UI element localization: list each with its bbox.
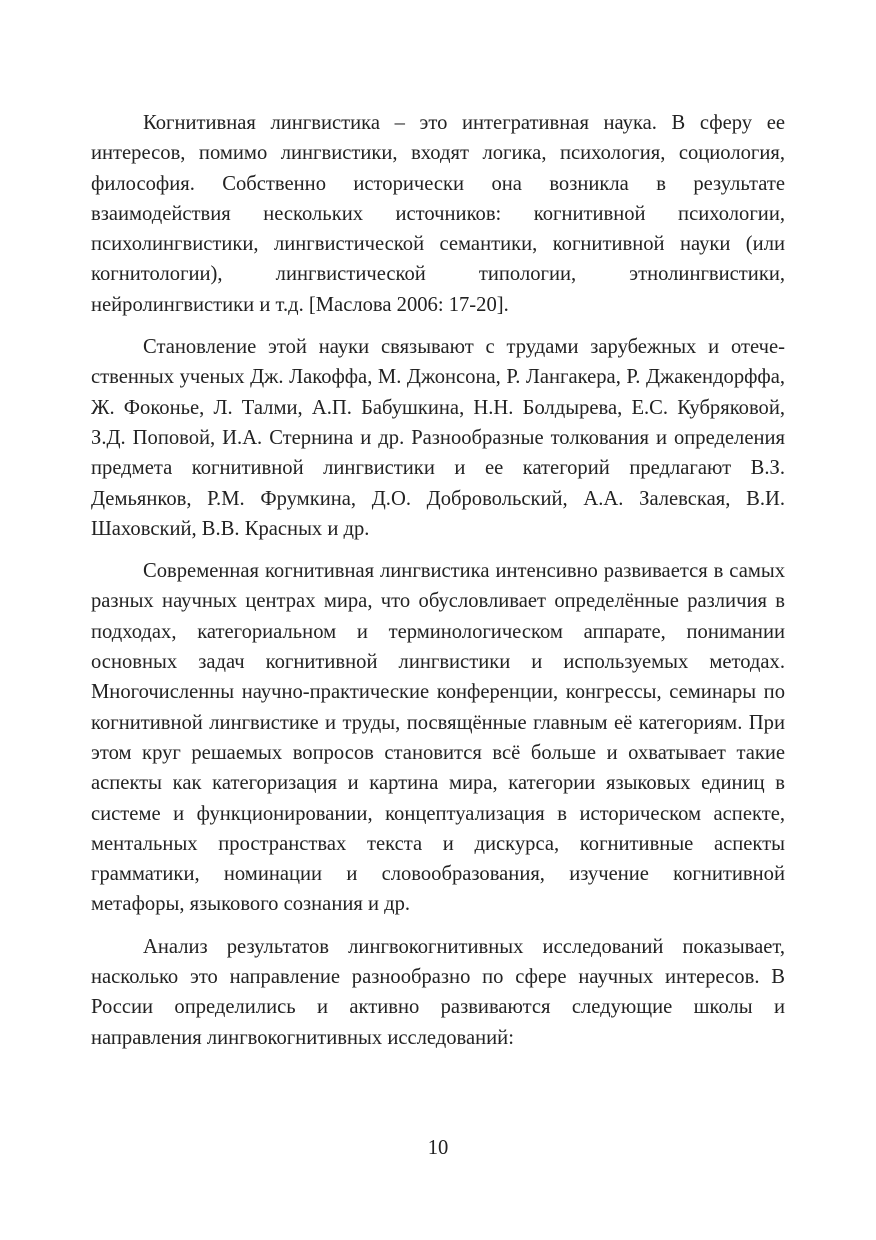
paragraph-founders: Становление этой науки связывают с трудами зарубежных и отечественных ученых Дж. Лакоффа, М. Джонсона, Р. Лангакера, Р. Джакендорффа, Ж. Фоконье, Л. Талми, А.П. Бабушкина, Н.Н. Болдырева, Е.С. Кубряковой, З.Д. Поповой, И.А. Стернина и др. Разнообразные толкования и определения предмета когнитивной лингвистики и ее категорий предлагают В.З. Демьянков, Р.М. Фрумкина, Д.О. Добровольский, А.А. Залевская, В.И. Шаховский, В.В. Красных и др. bbox=[91, 336, 785, 540]
body-text bbox=[91, 108, 785, 1053]
paragraph-russian-schools: Анализ результатов лингвокогнитивных исследований показывает, насколько это направление разнообразно по сфере научных интересов. В России определились и активно развиваются следующие школы и направления лингвокогнитивных исследований: bbox=[91, 935, 785, 1049]
paragraph-intro-cognitive-linguistics: Когнитивная лингвистика – это интегративная наука. В сферу ее интересов, помимо лингвистики, входят логика, психология, социология, философия. Собственно исторически она возникла в результате взаимодействия нескольких источников: когнитивной психологии, психолингвистики, лингвистической семантики, когнитивной науки (или когнитологии), лингвистической типологии, этнолингвистики, нейролингвистики и т.д. [Маслова 2006: 17-20]. bbox=[91, 112, 785, 316]
page-number: 10 bbox=[427, 1137, 449, 1159]
paragraph-modern-development: Современная когнитивная лингвистика интенсивно развивается в самых разных научных центрах мира, что обусловливает определённые различия в подходах, категориальном и терминологическом аппарате, понимании основных задач когнитивной лингвистики и используемых методах. Многочисленны научно-практические конференции, конгрессы, семинары по когнитивной лингвистике и труды, посвящённые главным её категориям. При этом круг решаемых вопросов становится всё больше и охватывает такие аспекты как категоризация и картина мира, категории языковых единиц в системе и функционировании, концептуализация в историческом аспекте, ментальных пространствах текста и дискурса, когнитивные аспекты грамматики, номинации и словообразования, изучение когнитивной метафоры, языкового сознания и др. bbox=[91, 560, 785, 916]
